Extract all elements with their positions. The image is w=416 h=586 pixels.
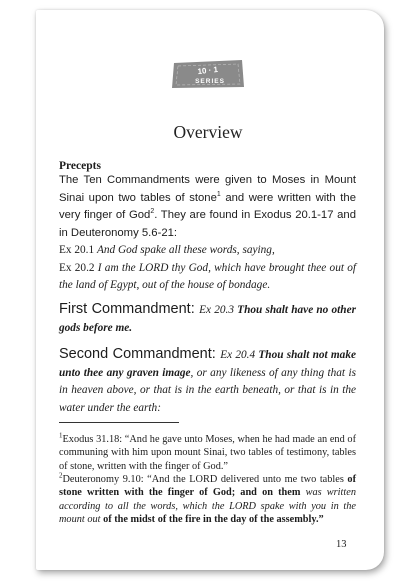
second-commandment-label: Second Commandment: bbox=[59, 346, 221, 362]
page-number: 13 bbox=[336, 539, 347, 550]
verse-ref: Ex 20.1 bbox=[59, 244, 97, 256]
footnote-2 bbox=[59, 473, 356, 526]
verse-text: I am the LORD thy God, which have brought thee out of the land of Egypt, out of the house of bondage. bbox=[59, 261, 357, 291]
first-commandment bbox=[59, 301, 356, 337]
second-commandment-bold: Thou shalt not make unto thee any graven image bbox=[59, 349, 356, 379]
precepts-text-a: The Ten Commandments were given to Moses in Mount Sinai upon two tables of stone bbox=[59, 174, 356, 204]
second-commandment-ref: Ex 20.4 bbox=[220, 349, 259, 361]
second-commandment bbox=[59, 346, 356, 417]
ten-one-series-logo bbox=[170, 57, 246, 91]
precepts-text-c: . They are found in Exodus 20.1-17 and in Deuteronomy 5.6-21: bbox=[59, 209, 356, 239]
footnote-2-text-a: Deuteronomy 9.10: “And the LORD delivered unto me two tables bbox=[62, 474, 348, 485]
footnote-2-number: 2 bbox=[59, 471, 63, 480]
logo-line2: SERIES bbox=[195, 78, 225, 85]
first-commandment-ref: Ex 20.3 bbox=[199, 304, 238, 316]
verse-20-1 bbox=[59, 242, 356, 260]
logo-line1: 10 · 1 bbox=[197, 64, 219, 77]
footnote-1-text: Exodus 31.18: “And he gave unto Moses, when he had made an end of communing with him upon mount Sinai, two tables of testimony, tables of stone, written with the finger of God.” bbox=[59, 434, 356, 472]
verse-ref: Ex 20.2 bbox=[59, 261, 98, 274]
precepts-text-b: and were written with the very finger of God bbox=[59, 191, 356, 221]
footnote-ref-2: 2 bbox=[150, 208, 155, 216]
footnote-ref-1: 1 bbox=[216, 190, 221, 198]
verse-20-2 bbox=[59, 260, 356, 295]
verse-text: And God spake all these words, saying, bbox=[96, 244, 275, 256]
precepts-heading: Precepts bbox=[59, 160, 101, 172]
footnote-divider bbox=[59, 422, 179, 423]
footnote-1-number: 1 bbox=[59, 431, 63, 440]
verses-block bbox=[59, 242, 356, 295]
precepts-paragraph bbox=[59, 172, 356, 242]
footnote-1 bbox=[59, 433, 356, 473]
footnote-2-text-b: of stone written with the finger of God; and on them bbox=[59, 474, 356, 499]
footnote-2-text-d: of the midst of the fire in the day of the assembly.” bbox=[103, 513, 324, 525]
second-commandment-rest: , or any likeness of any thing that is in heaven above, or that is in the earth beneath, or that is in the water under the earth: bbox=[59, 366, 356, 414]
footnote-2-text-c: was written according to all the words, which the LORD spake with you in the mount out bbox=[59, 487, 356, 525]
page-title: Overview bbox=[173, 122, 243, 142]
first-commandment-label: First Commandment: bbox=[59, 301, 200, 317]
first-commandment-text: Thou shalt have no other gods before me. bbox=[59, 304, 356, 334]
